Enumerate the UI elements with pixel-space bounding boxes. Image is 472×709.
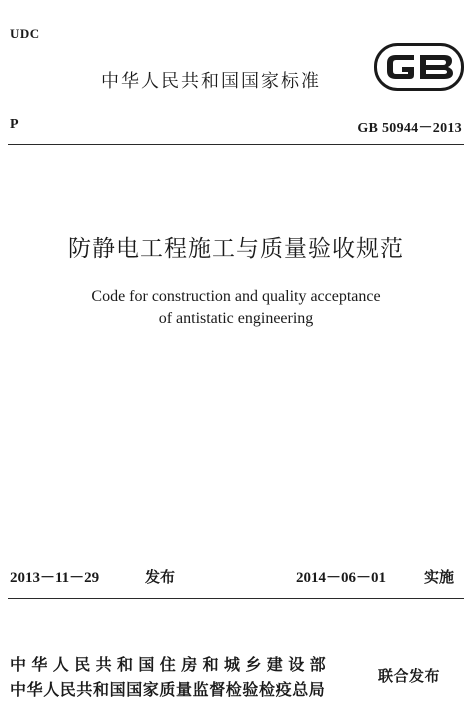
standard-number: GB 50944－2013 — [357, 121, 462, 136]
issuer-ministry-housing: 中华人民共和国住房和城乡建设部 — [10, 655, 332, 674]
standard-type-heading: 中华人民共和国国家标准 — [101, 71, 321, 92]
top-divider — [8, 144, 464, 145]
issue-label: 发布 — [145, 568, 176, 586]
gb-logo-icon — [374, 43, 464, 91]
title-english-line-1: Code for construction and quality acceptance — [91, 288, 381, 305]
title-chinese: 防静电工程施工与质量验收规范 — [68, 236, 404, 262]
udc-label: UDC — [10, 26, 40, 41]
joint-release-label: 联合发布 — [378, 667, 441, 685]
effective-label: 实施 — [424, 568, 455, 586]
issuer-quality-inspection: 中华人民共和国国家质量监督检验检疫总局 — [10, 680, 326, 699]
issue-date: 2013－11－29 — [10, 570, 100, 586]
classification-code: P — [10, 117, 19, 132]
bottom-divider — [8, 598, 464, 599]
title-english-line-2: of antistatic engineering — [158, 310, 314, 327]
effective-date: 2014－06－01 — [296, 570, 387, 586]
gb-logo — [374, 43, 464, 91]
title-english — [0, 286, 472, 330]
